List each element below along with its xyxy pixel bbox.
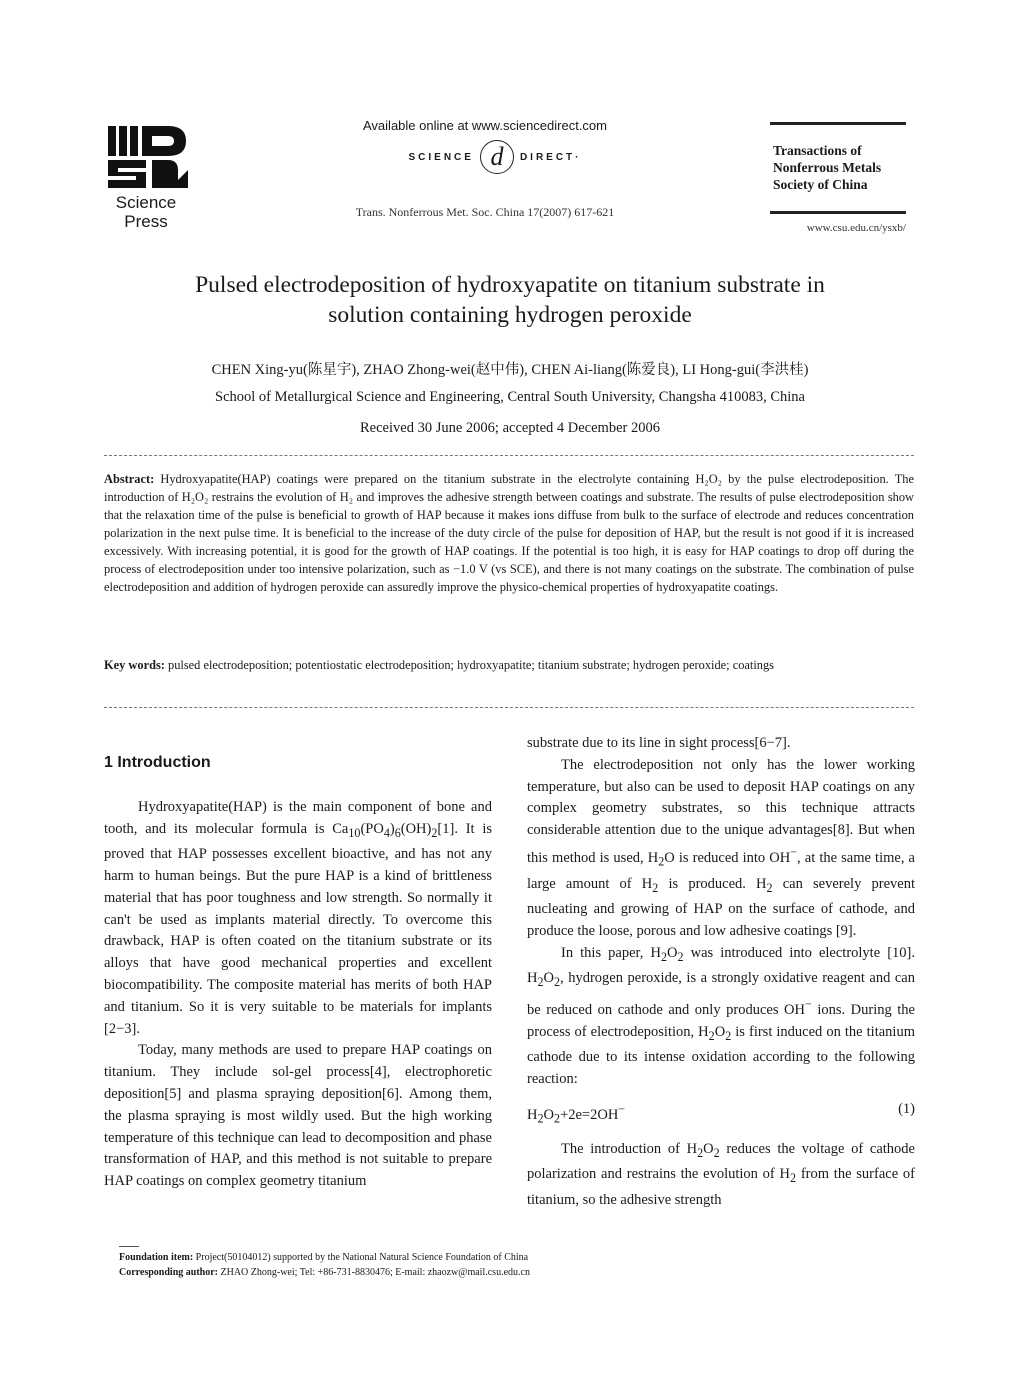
right-paragraph-3: The introduction of $H_2O_2$ reduces the voltage of cathode polarization and restrains the evolution of $H_2$ from the surface of titanium, so the adhesive strength — [527, 1140, 916, 1208]
equation-1 — [527, 1099, 915, 1131]
keywords-label: Key words: — [104, 658, 165, 672]
journal-bottom-rule — [770, 211, 906, 214]
available-online-text: Available online at www.sciencedirect.com — [363, 118, 607, 133]
journal-top-rule — [770, 122, 906, 125]
keywords-text: pulsed electrodeposition; potentiostatic electrodeposition; hydroxyapatite; titanium substrate; hydrogen peroxide; coatings — [168, 658, 774, 672]
abstract — [104, 470, 914, 596]
equation-1-formula: $H_2O_2+2e=2OH^-$ — [527, 1102, 626, 1126]
equation-1-number: (1) — [898, 1101, 915, 1118]
received-dates: Received 30 June 2006; accepted 4 December 2006 — [360, 420, 660, 436]
footnote-rule — [119, 1246, 139, 1247]
foundation-footnote: Foundation item: Project(50104012) supported by the National Natural Science Foundation of China — [119, 1252, 529, 1263]
journal-url[interactable]: www.csu.edu.cn/ysxb/ — [806, 222, 906, 234]
journal-name — [773, 142, 923, 193]
publisher-logo — [100, 126, 192, 234]
footnotes — [119, 1250, 879, 1280]
abstract-text: Hydroxyapatite(HAP) coatings were prepared on the titanium substrate in the electrolyte containing H₂O₂ by the pulse electrodeposition. The introduction of H₂O₂ restrains the evolution of H₂ and improves the adhesive strength between coatings and substrate. The results of pulse electrodeposition show that the relaxation time of the pulse is beneficial to growth of HAP because it makes ions diffuse from bulk to the surface of electrode and reduces concentration polarization in the next pulse time. It is beneficial to the increase of the duty circle of the pulse for deposition of HAP, but the result is not good if it is increased excessively. With increasing potential, it is good for the growth of HAP coatings. If the potential is too high, it is easy for HAP coatings to drop off during the process of electrodeposition under too intensive polarization, such as −1.0 V (vs SCE), and there is not many coatings on the substrate. The combination of pulse electrodeposition and addition of hydrogen peroxide can assuredly improve the physico-chemical properties of hydroxyapatite coatings. — [104, 472, 914, 594]
article-title-line2: solution containing hydrogen peroxide — [328, 302, 692, 328]
science-press-logo-icon — [106, 126, 188, 188]
abstract-top-divider — [104, 455, 914, 456]
sd-right-word: DIRECT· — [519, 151, 582, 163]
journal-name-line1: Transactions of — [773, 143, 862, 158]
keywords — [104, 656, 914, 674]
journal-name-line2: Nonferrous Metals — [773, 160, 882, 175]
author-list: CHEN Xing-yu(陈星宇), ZHAO Zhong-wei(赵中伟), CHEN Ai-liang(陈爱良), LI Hong-gui(李洪桂) — [211, 362, 809, 378]
corresponding-author-footnote: Corresponding author: ZHAO Zhong-wei; Tel: +86-731-8830476; E-mail: zhaozw@mail.csu.edu.cn — [119, 1267, 530, 1278]
article-title-line1: Pulsed electrodeposition of hydroxyapatite on titanium substrate in — [195, 272, 825, 298]
journal-name-line3: Society of China — [773, 177, 868, 192]
article-title — [80, 270, 940, 330]
publisher-name-2: Press — [124, 212, 168, 231]
sciencedirect-logo — [380, 138, 610, 176]
publisher-name: Science — [115, 193, 177, 212]
affiliation: School of Metallurgical Science and Engineering, Central South University, Changsha 410083, China — [215, 389, 805, 405]
sd-left-word: SCIENCE — [408, 151, 474, 163]
right-paragraph-1: The electrodeposition not only has the lower working temperature, but also can be used to deposit HAP coatings on any complex geometry substrates, so this technique attracts considerable attention due to the unique advantages[8]. But when this method is used, $H_2O$ is reduced into OH−, at the same time, a large amount of $H_2$ is produced. $H_2$ can severely prevent nucleating and growing of HAP on the surface of cathode, and produce the loose, porous and low adhesive coatings [9]. — [527, 756, 915, 939]
left-column — [104, 752, 492, 1193]
abstract-label: Abstract: — [104, 472, 155, 486]
section-heading-introduction: 1 Introduction — [104, 754, 211, 771]
intro-paragraph-2: Today, many methods are used to prepare HAP coatings on titanium. They include sol-gel process[4], electrophoretic deposition[5] and plasma spraying deposition[6]. Among them, the plasma spraying is most wildly used. But the high working temperature of this technique can lead to decomposition and phase transformation of HAP, and this method is not suitable to prepare HAP coatings on complex geometry titanium — [104, 1042, 492, 1190]
right-paragraph-2: In this paper, $H_2O_2$ was introduced into electrolyte [10]. $H_2O_2$, hydrogen peroxide, is a strongly oxidative reagent and can be reduced on cathode and only produces OH− ions. During the process of electrodeposition, $H_2O_2$ is first induced on the titanium cathode due to its intense oxidation according to the following reaction: — [527, 944, 915, 1088]
sciencedirect-mark-icon: d — [480, 140, 514, 174]
intro-paragraph-1: Hydroxyapatite(HAP) is the main component of bone and tooth, and its molecular formula is $Ca_{10}(PO_4)_6(OH)_2[1]$. It is proved that HAP possesses excellent bioactive, and has not any harm to human beings. But the pure HAP is a kind of brittleness material that has poor toughness and low strength. So normally it can't be used as implants material directly. To overcome this drawback, HAP is often coated on the titanium substrate or its alloys that have good mechanical properties and excellent biocompatibility. The composite material has merits of both HAP and titanium. So it is very suitable to be materials for implants [2−3]. — [104, 798, 493, 1037]
right-paragraph-0: substrate due to its line in sight process[6−7]. — [527, 735, 791, 751]
keywords-bottom-divider — [104, 707, 914, 708]
journal-citation: Trans. Nonferrous Met. Soc. China 17(2007) 617-621 — [355, 205, 615, 219]
right-column — [527, 733, 915, 1212]
